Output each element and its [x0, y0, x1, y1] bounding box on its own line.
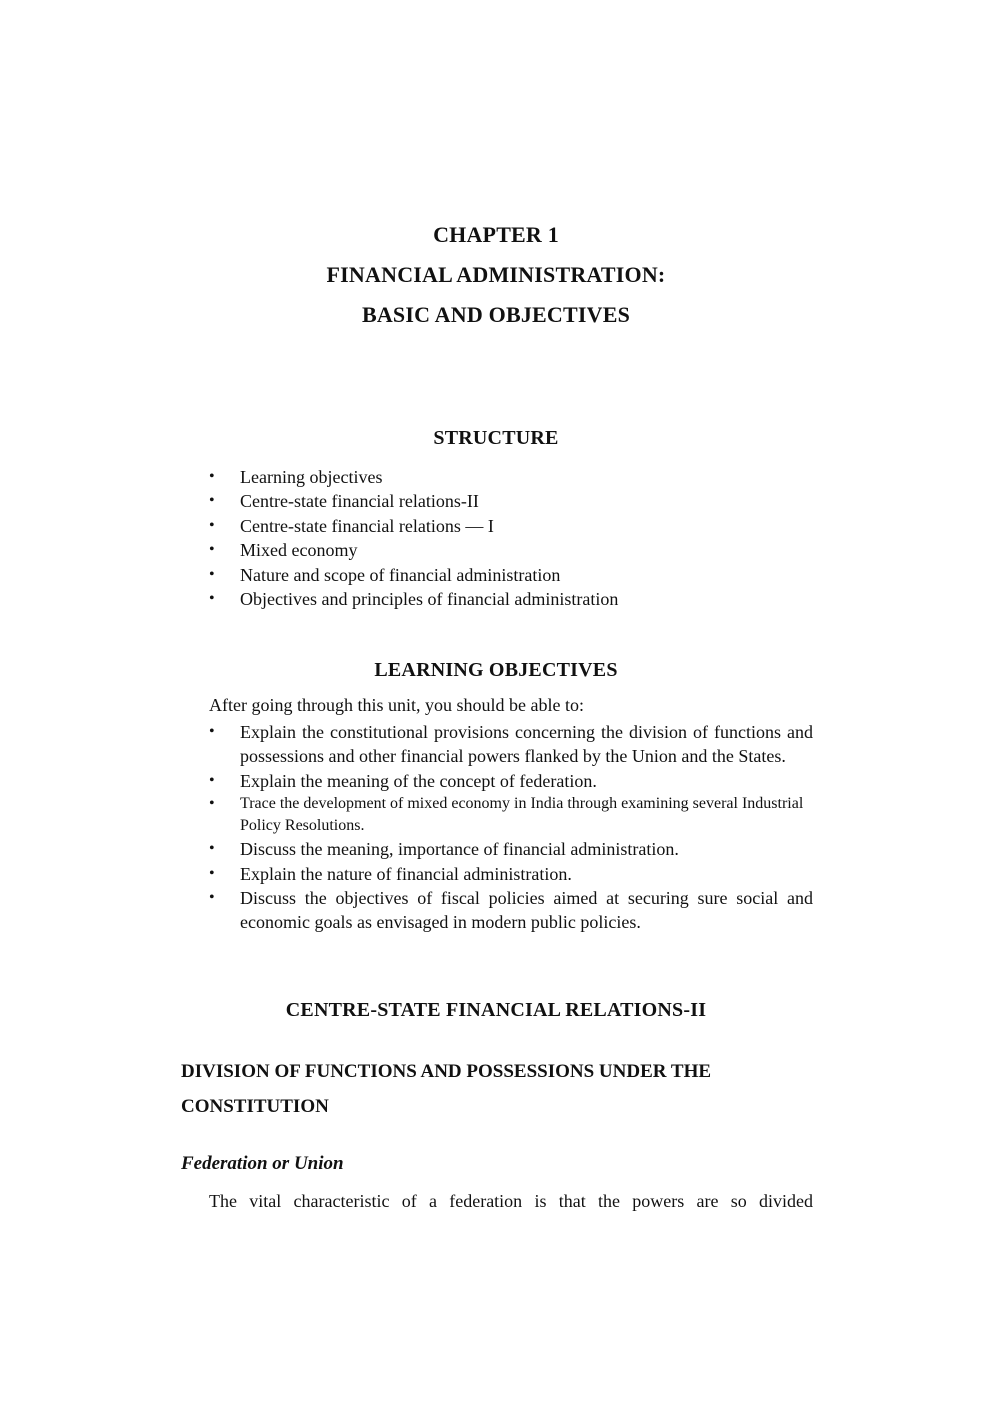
- list-item: • Objectives and principles of financial administration: [209, 587, 813, 611]
- bullet-icon: •: [209, 468, 215, 485]
- list-item: • Discuss the objectives of fiscal policies aimed at securing sure social and economic goals as envisaged in modern public policies.: [209, 888, 813, 933]
- list-item: • Discuss the meaning, importance of financial administration.: [209, 837, 813, 861]
- subheading-line-2: CONSTITUTION: [181, 1096, 329, 1117]
- bullet-icon: •: [209, 541, 215, 559]
- list-item: • Centre-state financial relations-II: [209, 489, 813, 513]
- bullet-icon: •: [209, 590, 215, 608]
- bullet-icon: •: [209, 565, 215, 583]
- bullet-icon: •: [209, 889, 215, 907]
- body-paragraph: The vital characteristic of a federation is that the powers are so divided: [209, 1191, 813, 1211]
- subheading-line-1: DIVISION OF FUNCTIONS AND POSSESSIONS UNDER THE: [181, 1061, 712, 1082]
- sub-subheading: Federation or Union: [181, 1153, 344, 1174]
- learning-objectives-intro: After going through this unit, you should be able to:: [209, 695, 584, 715]
- chapter-number: CHAPTER 1: [433, 222, 559, 247]
- list-item: • Mixed economy: [209, 538, 813, 562]
- bullet-icon: •: [209, 771, 215, 789]
- list-item: • Centre-state financial relations — I: [209, 514, 813, 538]
- bullet-icon: •: [209, 723, 215, 740]
- chapter-title-line-1: FINANCIAL ADMINISTRATION:: [326, 262, 666, 287]
- list-item: • Nature and scope of financial administration: [209, 563, 813, 587]
- list-item: • Explain the meaning of the concept of federation.: [209, 769, 813, 793]
- chapter-title-line-2: BASIC AND OBJECTIVES: [361, 302, 631, 327]
- bullet-icon: •: [209, 516, 215, 534]
- bullet-icon: •: [209, 492, 215, 510]
- list-item: • Explain the constitutional provisions concerning the division of functions and possessions and other financial powers flanked by the Union and the States.: [209, 722, 813, 767]
- bullet-icon: •: [209, 840, 215, 858]
- structure-heading: STRUCTURE: [433, 427, 559, 449]
- list-item: • Explain the nature of financial administration.: [209, 862, 813, 886]
- structure-list: [209, 465, 813, 611]
- learning-objectives-list: [209, 720, 813, 935]
- bullet-icon: •: [209, 795, 215, 813]
- learning-objectives-heading: LEARNING OBJECTIVES: [374, 659, 618, 681]
- list-item: • Trace the development of mixed economy in India through examining several Industrial Policy Resolutions.: [209, 795, 804, 835]
- list-item: • Learning objectives: [209, 465, 813, 489]
- bullet-icon: •: [209, 864, 215, 882]
- section-heading: CENTRE-STATE FINANCIAL RELATIONS-II: [285, 999, 707, 1021]
